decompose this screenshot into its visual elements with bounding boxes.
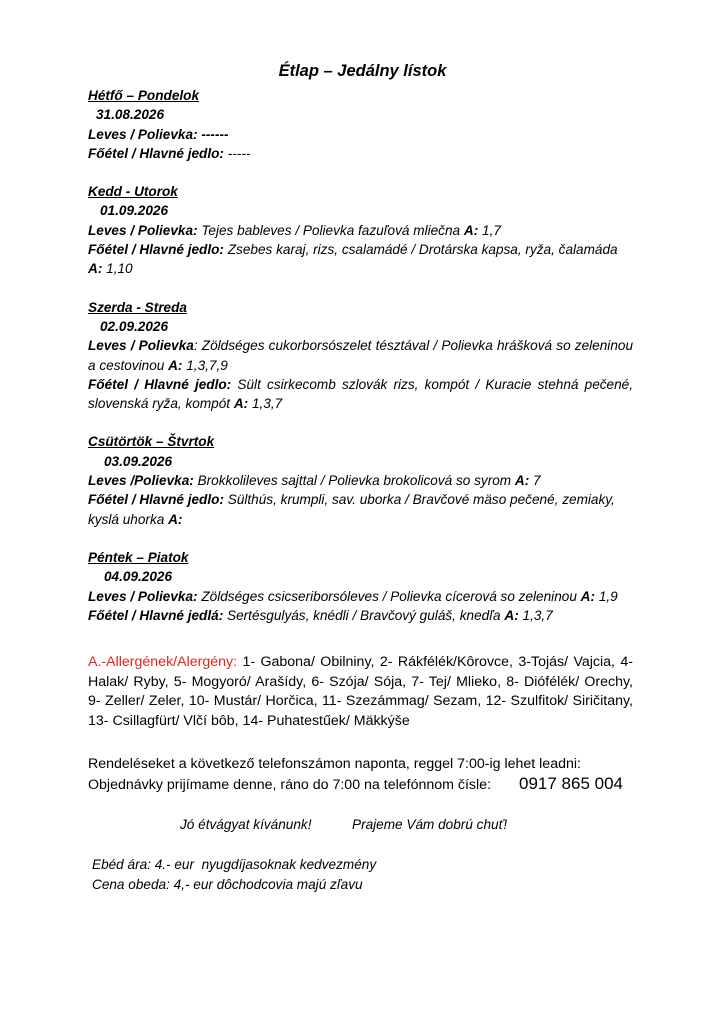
- allergen-legend: [88, 653, 633, 731]
- soup-line: [88, 221, 633, 240]
- day-date: 04.09.2026: [104, 569, 173, 585]
- day-friday: [88, 548, 633, 625]
- allergen-legend-label: A.-Allergének/Alergény:: [88, 654, 238, 670]
- day-tuesday: [88, 182, 633, 278]
- main-label: Főétel / Hlavné jedlo:: [88, 145, 224, 161]
- main-text: -----: [227, 145, 251, 161]
- allergen-codes: 1,3,7,9: [186, 357, 228, 373]
- main-label: Főétel / Hlavné jedlá:: [88, 607, 224, 623]
- allergen-label: A:: [168, 511, 183, 527]
- soup-label: Leves /Polievka:: [88, 473, 194, 489]
- allergen-label: A:: [463, 222, 479, 238]
- main-text: Zsebes karaj, rizs, csalamádé / Drotárska kapsa, ryža, čalamáda: [227, 242, 618, 258]
- order-line-sk: [88, 774, 648, 795]
- main-label: Főétel / Hlavné jedlo:: [88, 376, 232, 392]
- day-date: 03.09.2026: [104, 453, 173, 469]
- allergen-legend-text: 1- Gabona/ Obilniny, 2- Rákfélék/Kôrovce, 3-Tojás/ Vajcia, 4- Halak/ Ryby, 5- Mogyoró/ Arašídy, 6- Szója/ Sója, 7- Tej/ Mlieko, 8- Diófélék/ Orechy, 9- Zeller/ Zeler, 10- Mustár/ Horčica, 11- Szezámmag/ Sezam, 12- Szulfitok/ Siričitany, 13- Csillagfürt/ Vlčí bôb, 14- Puhatestűek/ Mäkkýše: [88, 654, 633, 729]
- day-date: 02.09.2026: [100, 318, 169, 334]
- soup-text: ------: [201, 126, 229, 142]
- main-text: Sertésgulyás, knédli / Bravčový guláš, knedľa: [227, 607, 501, 623]
- day-name: Csütörtök – Štvrtok: [88, 434, 215, 450]
- soup-line: [88, 125, 633, 144]
- day-date: 31.08.2026: [96, 107, 165, 123]
- price-hu: Ebéd ára: 4.- eur nyugdíjasoknak kedvezmény: [92, 857, 377, 872]
- allergen-codes: 1,9: [598, 588, 618, 604]
- order-info: [88, 754, 648, 795]
- soup-label: Leves / Polievka:: [88, 588, 198, 604]
- allergen-label: A:: [514, 473, 530, 489]
- allergen-codes: 1,3,7: [522, 607, 553, 623]
- document-title: Étlap – Jedálny lístok: [278, 62, 447, 80]
- allergen-codes: 7: [533, 473, 541, 489]
- allergen-codes: 1,7: [482, 222, 501, 238]
- price-sk: Cena obeda: 4,- eur dôchodcovia majú zľavu: [92, 876, 363, 892]
- main-line: [88, 606, 633, 625]
- day-date: 01.09.2026: [100, 203, 169, 219]
- allergen-label: A:: [168, 357, 183, 373]
- soup-line: [88, 471, 633, 490]
- day-thursday: [88, 432, 633, 528]
- allergen-codes: 1,3,7: [251, 396, 283, 412]
- wish-sk: Prajeme Vám dobrú chuť!: [352, 817, 508, 832]
- day-monday: [88, 86, 633, 163]
- main-text: Sült csirkecomb szlovák rizs, kompót / Kuracie stehná pečené, slovenská ryža, kompót: [88, 376, 634, 412]
- main-line: [88, 490, 633, 529]
- main-line: [88, 375, 633, 414]
- day-name: Kedd - Utorok: [88, 184, 178, 200]
- main-line: [88, 144, 633, 163]
- main-line: [88, 240, 633, 279]
- order-line-sk-text: Objednávky prijímame denne, ráno do 7:00 na telefónnom čísle:: [88, 777, 492, 793]
- order-line-hu: Rendeléseket a következő telefonszámon naponta, reggel 7:00-ig lehet leadni:: [88, 756, 581, 772]
- price-info: [92, 855, 376, 894]
- soup-line: [88, 587, 633, 606]
- day-wednesday: [88, 298, 633, 414]
- day-name: Szerda - Streda: [88, 299, 187, 315]
- main-text: Sülthús, krumpli, sav. uborka / Bravčové mäso pečené, zemiaky, kyslá uhorka: [88, 492, 615, 527]
- weekly-menu: [88, 86, 633, 644]
- day-name: Péntek – Piatok: [88, 549, 189, 565]
- soup-line: [88, 336, 633, 375]
- soup-text: : Zöldséges cukorborsószelet tésztával / Polievka hrášková so zeleninou a cestovinou: [88, 338, 634, 373]
- allergen-label: A:: [233, 396, 249, 412]
- allergen-label: A:: [580, 588, 596, 604]
- soup-label: Leves / Polievka: [88, 338, 194, 354]
- soup-label: Leves / Polievka:: [88, 126, 198, 142]
- soup-label: Leves / Polievka:: [88, 222, 198, 238]
- allergen-label: A:: [504, 607, 519, 623]
- day-name: Hétfő – Pondelok: [88, 88, 200, 103]
- soup-text: Brokkolileves sajttal / Polievka brokolicová so syrom: [197, 473, 512, 489]
- allergen-codes: 1,10: [106, 261, 133, 277]
- soup-text: Zöldséges csicseriborsóleves / Polievka cícerová so zeleninou: [201, 588, 577, 604]
- main-label: Főétel / Hlavné jedlo:: [88, 492, 224, 508]
- soup-text: Tejes bableves / Polievka fazuľová mliečna: [201, 222, 461, 238]
- wish-hu: Jó étvágyat kívánunk!: [180, 817, 312, 832]
- phone-number: 0917 865 004: [519, 774, 624, 793]
- allergen-label: A:: [88, 261, 103, 277]
- main-label: Főétel / Hlavné jedlo:: [88, 242, 224, 258]
